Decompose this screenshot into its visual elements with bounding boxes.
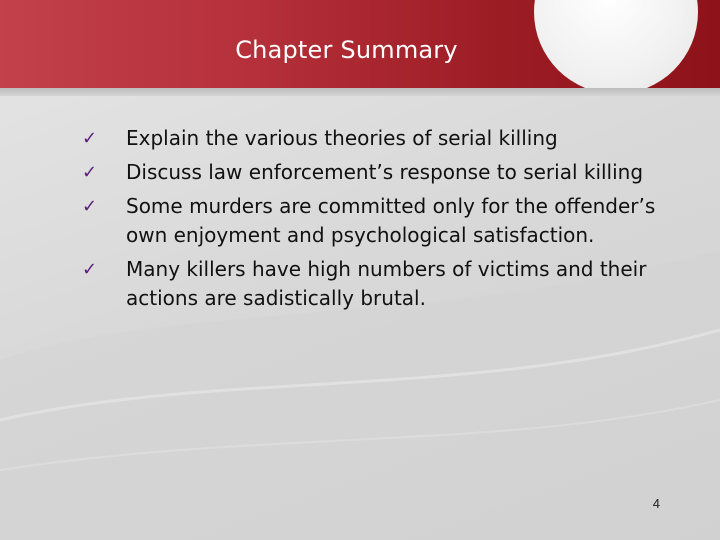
check-mark-icon: ✓ [82,128,98,149]
bullet-text: Explain the various theories of serial killing [126,126,558,150]
bullet-text: Discuss law enforcement’s response to serial killing [126,160,644,184]
bullet-text: Some murders are committed only for the offender’s own enjoyment and psychological satisfaction. [126,194,656,247]
slide-title: Chapter Summary [235,36,458,64]
header-divider [0,88,720,96]
check-mark-icon: ✓ [82,162,98,183]
check-mark-icon: ✓ [82,196,98,217]
bullet-list [82,124,662,318]
bullet-item [82,158,662,187]
slide-number: 4 [652,496,660,511]
bullet-item [82,124,662,153]
bullet-item [82,255,662,313]
bullet-item [82,192,662,250]
check-mark-icon: ✓ [82,259,98,280]
bullet-text: Many killers have high numbers of victims and their actions are sadistically brutal. [126,257,647,310]
